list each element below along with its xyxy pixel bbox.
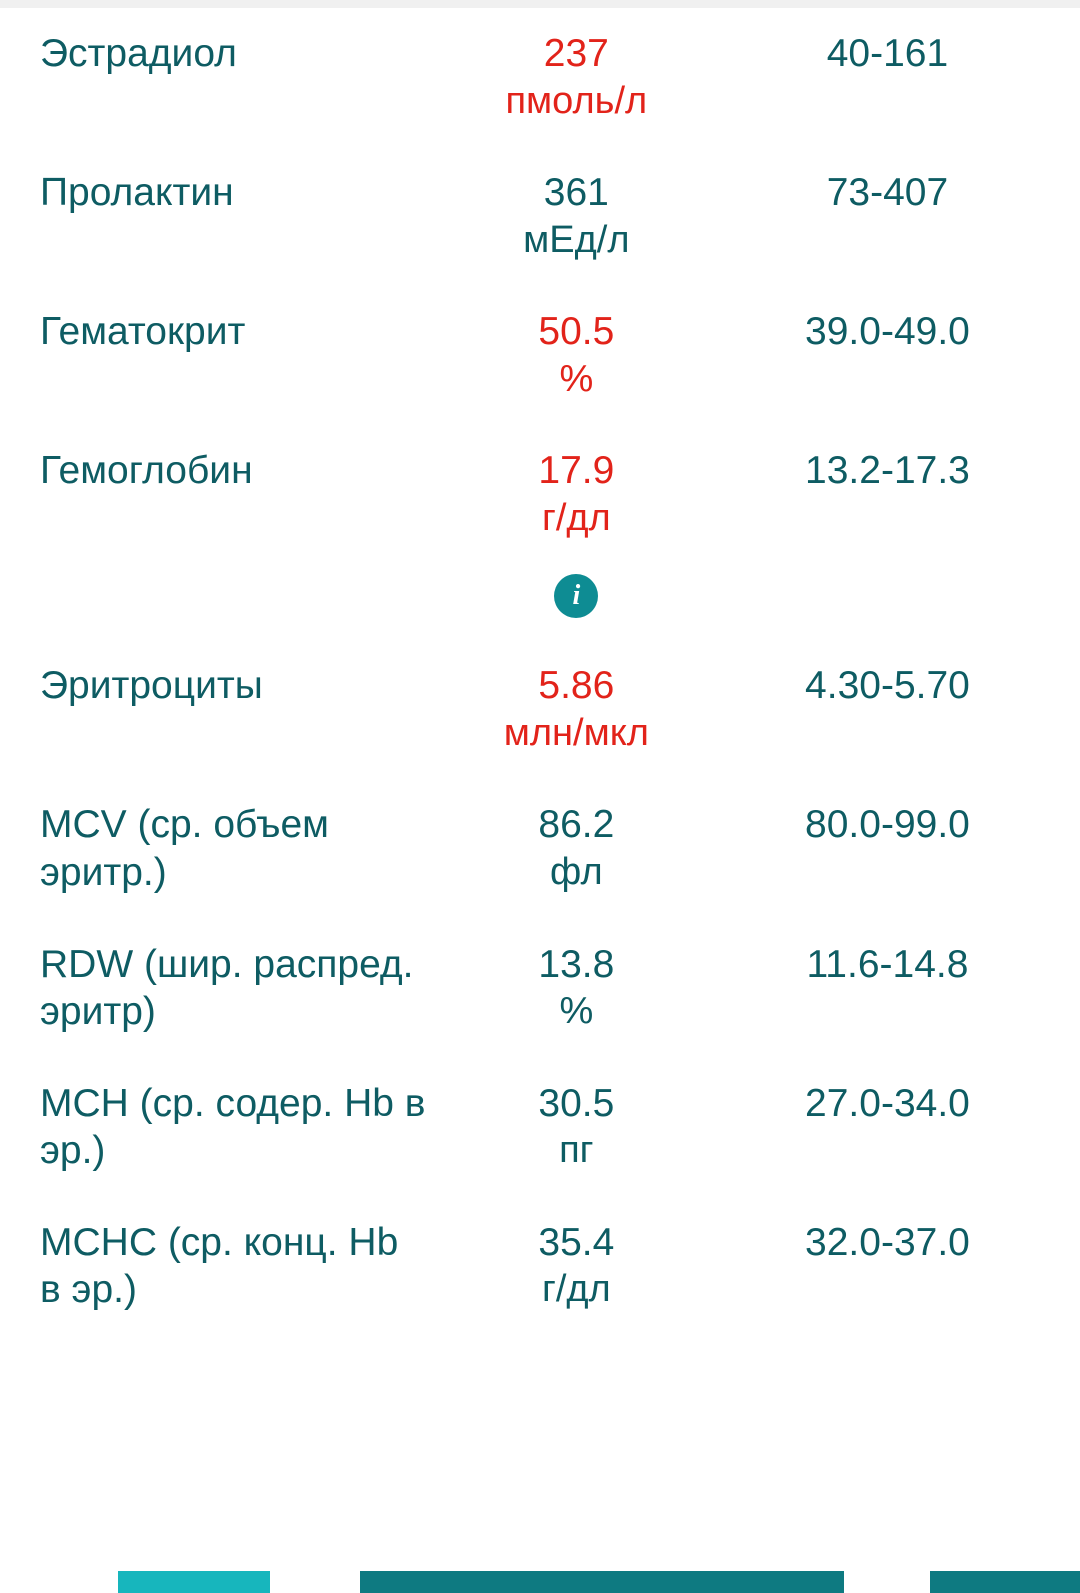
reference-range: 4.30-5.70 xyxy=(805,664,970,708)
reference-range: 80.0-99.0 xyxy=(805,803,970,847)
top-strip xyxy=(0,0,1080,8)
nav-item-secondary[interactable] xyxy=(360,1571,844,1593)
table-row[interactable] xyxy=(0,1058,1080,1197)
table-row[interactable] xyxy=(0,779,1080,918)
reference-range: 73-407 xyxy=(826,171,949,215)
analyte-name: Пролактин xyxy=(40,171,234,215)
reference-range: 39.0-49.0 xyxy=(805,310,970,354)
analyte-value xyxy=(426,1058,727,1197)
value-number: 35.4 xyxy=(538,1220,615,1264)
reference-range: 11.6-14.8 xyxy=(806,942,969,986)
value-unit: % xyxy=(559,357,594,400)
lab-results-body xyxy=(0,8,1080,1314)
table-row[interactable] xyxy=(0,425,1080,640)
value-number: 361 xyxy=(543,171,609,215)
analyte-value xyxy=(426,640,727,779)
nav-gap-1 xyxy=(270,1571,360,1593)
reference-range: 13.2-17.3 xyxy=(805,449,970,493)
analyte-name: Эритроциты xyxy=(40,664,263,708)
value-unit: % xyxy=(559,990,594,1033)
value-number: 5.86 xyxy=(538,664,615,708)
analyte-name: Гематокрит xyxy=(40,310,246,354)
table-row[interactable] xyxy=(0,640,1080,779)
value-unit: пг xyxy=(559,1129,594,1172)
value-number: 237 xyxy=(543,32,609,75)
value-number: 17.9 xyxy=(538,449,615,493)
value-unit: г/дл xyxy=(541,496,611,539)
value-unit: фл xyxy=(550,850,603,893)
table-row[interactable] xyxy=(0,286,1080,425)
value-unit: мЕд/л xyxy=(523,218,630,261)
table-row[interactable] xyxy=(0,8,1080,147)
analyte-value xyxy=(426,8,727,147)
table-row[interactable] xyxy=(0,919,1080,1058)
analyte-value xyxy=(426,286,727,425)
reference-range: 27.0-34.0 xyxy=(805,1081,970,1125)
nav-gap-2 xyxy=(844,1571,930,1593)
value-number: 30.5 xyxy=(538,1081,615,1125)
value-unit: пмоль/л xyxy=(505,79,648,122)
value-unit: г/дл xyxy=(541,1268,611,1311)
value-unit: млн/мкл xyxy=(503,711,649,754)
analyte-value xyxy=(426,147,727,286)
analyte-name: Гемоглобин xyxy=(40,449,253,493)
analyte-name: MCHC (ср. конц. Hb в эр.) xyxy=(40,1220,399,1312)
analyte-name: Эстрадиол xyxy=(40,32,237,75)
info-icon[interactable]: i xyxy=(554,574,598,618)
analyte-value xyxy=(426,425,727,640)
value-number: 86.2 xyxy=(538,803,615,847)
analyte-name: MCH (ср. содер. Hb в эр.) xyxy=(40,1081,426,1173)
analyte-value xyxy=(426,779,727,918)
nav-item-tertiary[interactable] xyxy=(930,1571,1080,1593)
analyte-value xyxy=(426,919,727,1058)
value-number: 13.8 xyxy=(538,942,615,986)
lab-results-table xyxy=(0,8,1080,1314)
table-row[interactable] xyxy=(0,1197,1080,1314)
reference-range: 40-161 xyxy=(826,32,949,75)
reference-range: 32.0-37.0 xyxy=(805,1220,970,1264)
nav-gap-left xyxy=(0,1571,118,1593)
analyte-name: RDW (шир. распред. эритр) xyxy=(40,942,414,1034)
info-wrap xyxy=(434,568,719,618)
table-row[interactable] xyxy=(0,147,1080,286)
nav-item-active[interactable] xyxy=(118,1571,270,1593)
analyte-name: MCV (ср. объем эритр.) xyxy=(40,803,329,894)
value-number: 50.5 xyxy=(538,310,615,354)
analyte-value xyxy=(426,1197,727,1314)
bottom-nav-bar xyxy=(0,1571,1080,1593)
